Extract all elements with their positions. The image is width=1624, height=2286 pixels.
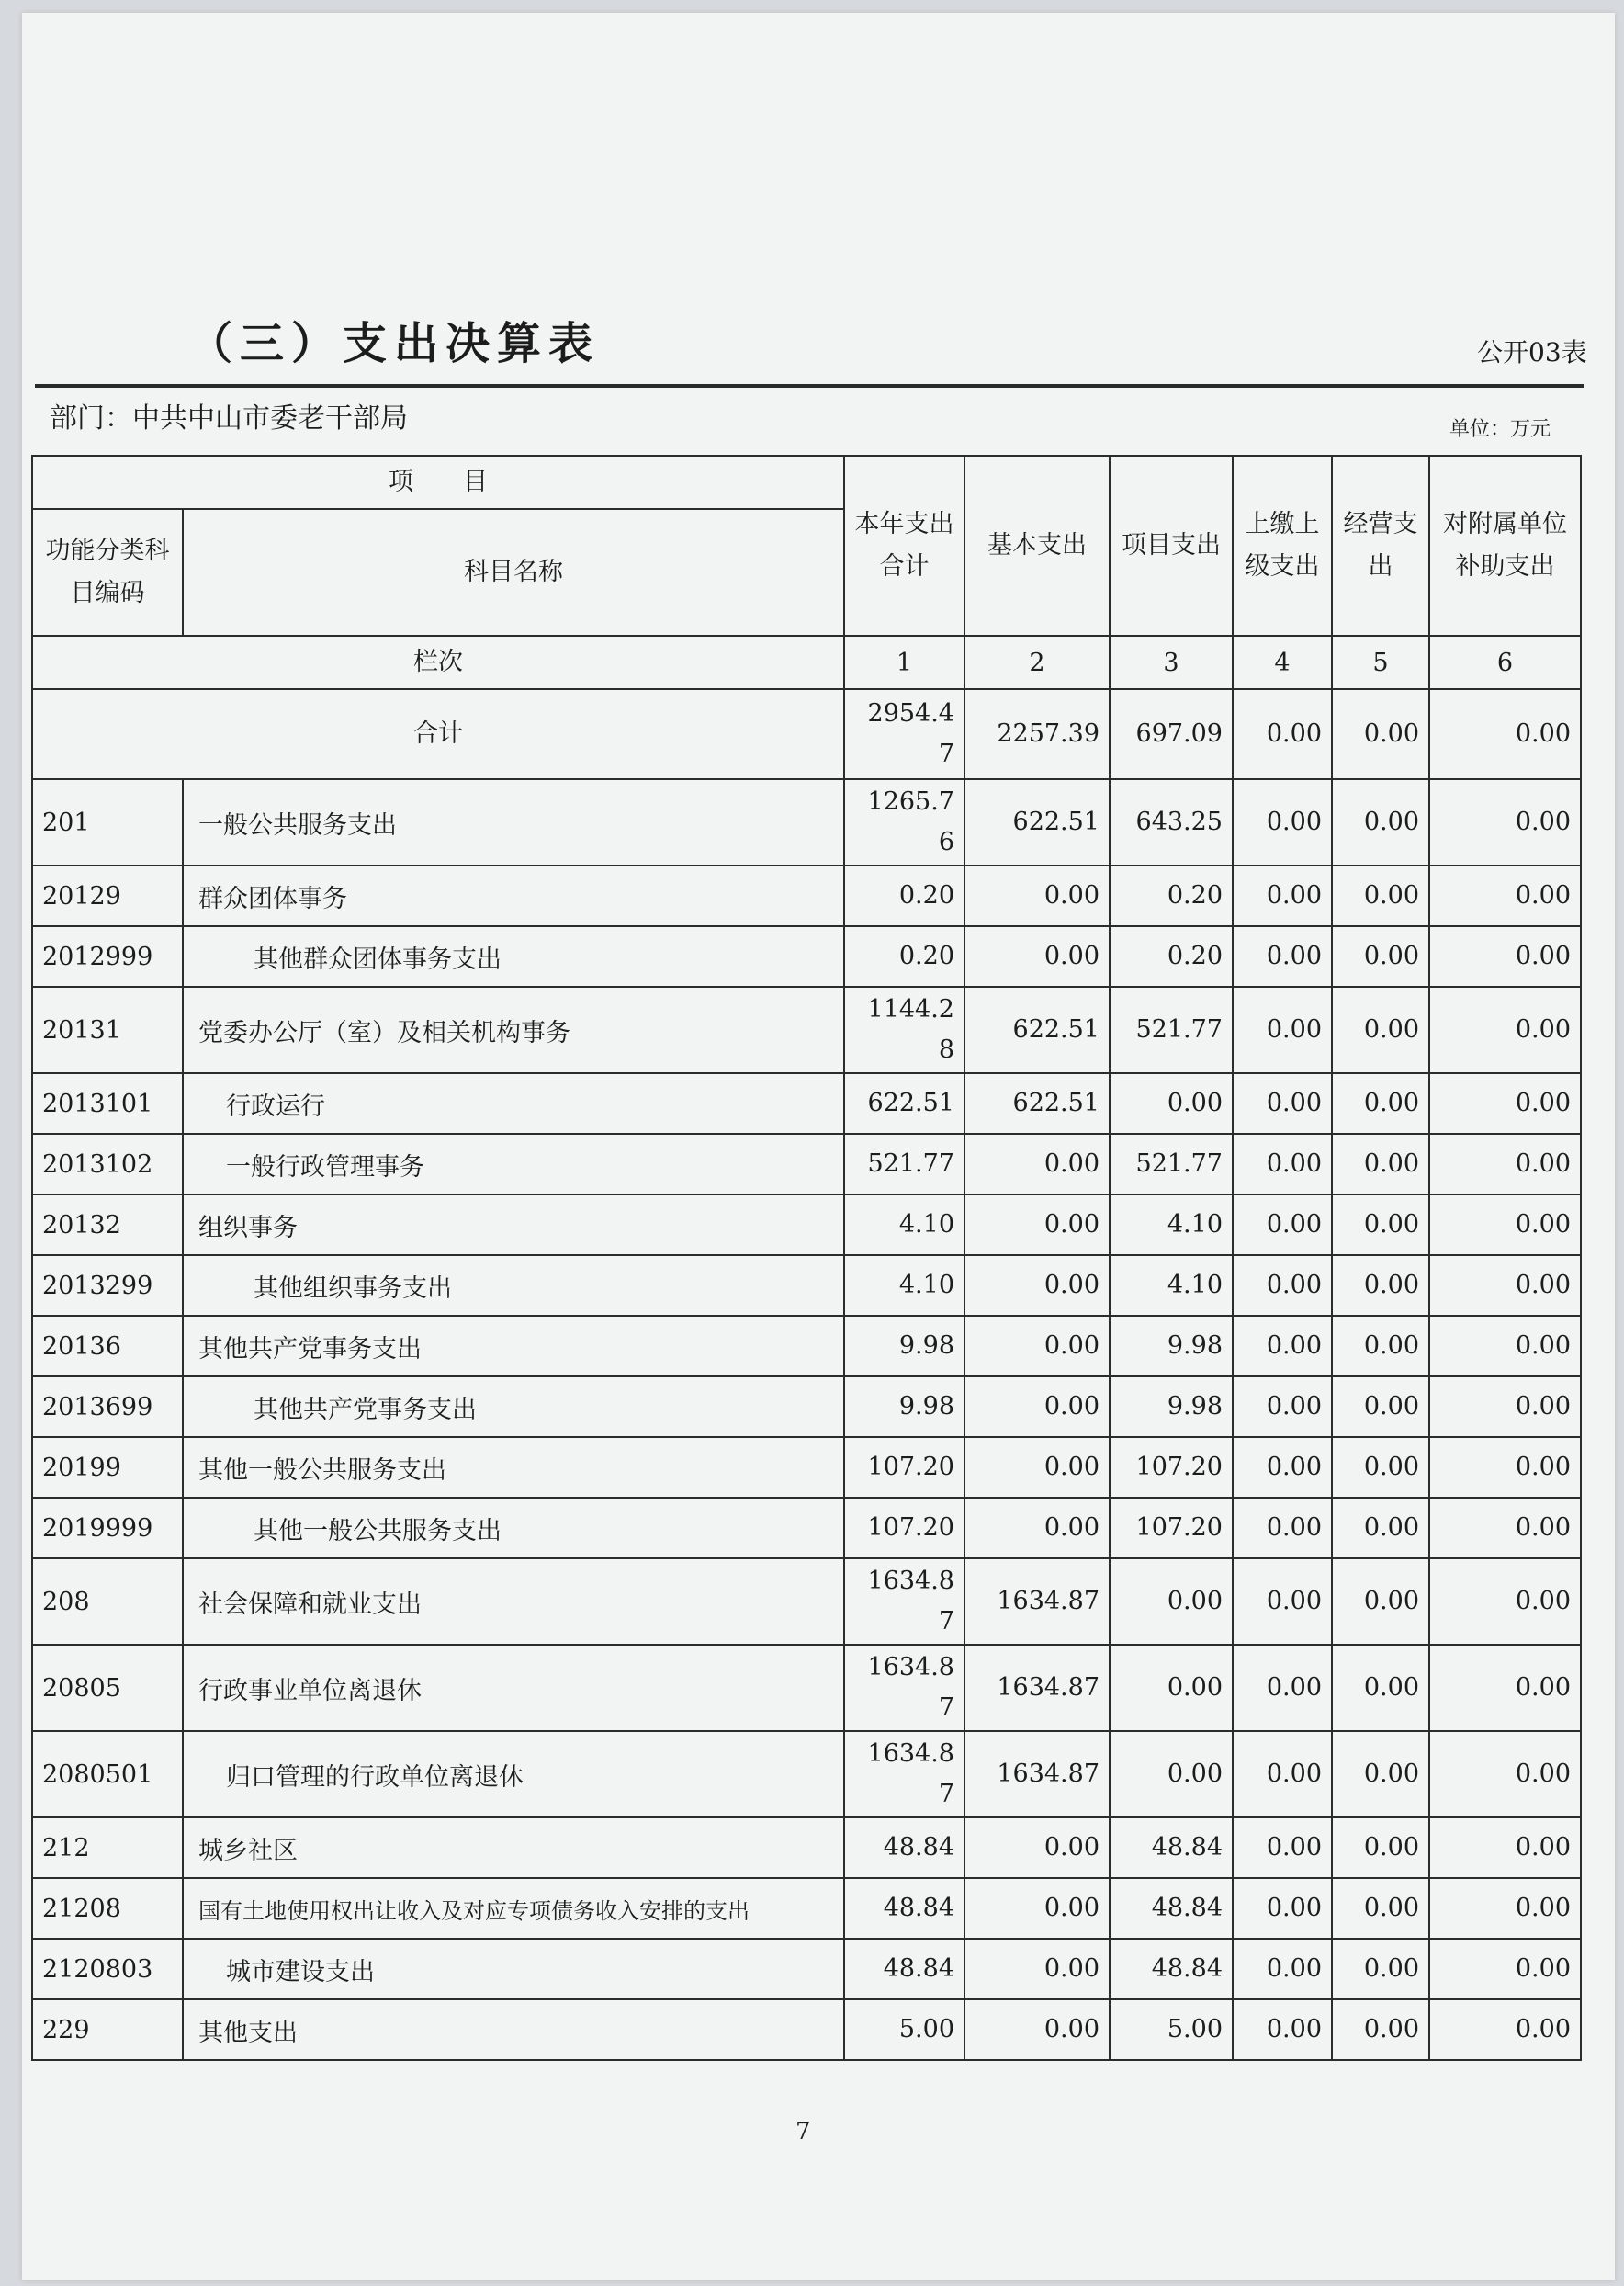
subject-code: 2013101 (32, 1073, 183, 1134)
table-row (32, 926, 1581, 987)
name-column-header: 科目名称 (183, 509, 844, 636)
item-header: 项 目 (32, 456, 844, 509)
amount-cell: 0.00 (1429, 1558, 1581, 1645)
subject-name: 群众团体事务 (183, 866, 844, 926)
col-header-2: 基本支出 (964, 456, 1110, 636)
amount-cell: 0.00 (1429, 1731, 1581, 1817)
amount-cell: 4.10 (1110, 1255, 1233, 1316)
total-value: 2954.47 (844, 689, 964, 779)
table-row (32, 1731, 1581, 1817)
form-code: 公开03表 (1477, 337, 1587, 368)
subject-name: 党委办公厅（室）及相关机构事务 (183, 987, 844, 1073)
subject-code: 20199 (32, 1437, 183, 1498)
table-row (32, 1498, 1581, 1558)
amount-cell: 0.00 (1332, 1939, 1429, 1999)
table-row (32, 1645, 1581, 1731)
amount-cell: 622.51 (964, 1073, 1110, 1134)
amount-cell: 0.00 (1233, 1731, 1332, 1817)
subject-code: 2013299 (32, 1255, 183, 1316)
subject-name: 其他共产党事务支出 (183, 1376, 844, 1437)
col-header-4: 上缴上级支出 (1233, 456, 1332, 636)
subject-name: 一般公共服务支出 (183, 779, 844, 866)
table-row (32, 1999, 1581, 2060)
amount-cell: 622.51 (964, 987, 1110, 1073)
amount-cell: 0.00 (1332, 1645, 1429, 1731)
amount-cell: 9.98 (844, 1376, 964, 1437)
amount-cell: 521.77 (1110, 987, 1233, 1073)
amount-cell: 521.77 (844, 1134, 964, 1194)
amount-cell: 48.84 (1110, 1939, 1233, 1999)
subject-name: 归口管理的行政单位离退休 (183, 1731, 844, 1817)
subject-name: 行政事业单位离退休 (183, 1645, 844, 1731)
amount-cell: 0.00 (1233, 1073, 1332, 1134)
amount-cell: 0.00 (1332, 1731, 1429, 1817)
amount-cell: 0.00 (1233, 779, 1332, 866)
table-row (32, 1134, 1581, 1194)
subject-name: 组织事务 (183, 1194, 844, 1255)
amount-cell: 0.00 (1429, 1817, 1581, 1878)
subject-code: 20132 (32, 1194, 183, 1255)
amount-cell: 0.00 (1332, 1817, 1429, 1878)
amount-cell: 0.00 (1233, 987, 1332, 1073)
amount-cell: 0.00 (1332, 1255, 1429, 1316)
department-label: 部门：中共中山市委老干部局 (50, 402, 408, 435)
amount-cell: 0.20 (1110, 866, 1233, 926)
amount-cell: 0.00 (1233, 1939, 1332, 1999)
amount-cell: 0.00 (1233, 1817, 1332, 1878)
amount-cell: 48.84 (844, 1817, 964, 1878)
amount-cell: 0.00 (1332, 779, 1429, 866)
subject-name: 城乡社区 (183, 1817, 844, 1878)
amount-cell: 0.00 (1233, 1645, 1332, 1731)
total-label: 合计 (32, 689, 844, 779)
amount-cell: 0.00 (964, 1878, 1110, 1939)
amount-cell: 0.00 (1233, 1437, 1332, 1498)
total-value: 0.00 (1233, 689, 1332, 779)
subject-name: 其他组织事务支出 (183, 1255, 844, 1316)
amount-cell: 0.00 (1429, 1134, 1581, 1194)
amount-cell: 643.25 (1110, 779, 1233, 866)
amount-cell: 0.00 (1233, 1558, 1332, 1645)
amount-cell: 0.00 (1233, 866, 1332, 926)
col-number: 3 (1110, 636, 1233, 689)
col-header-3: 项目支出 (1110, 456, 1233, 636)
amount-cell: 0.00 (1332, 1999, 1429, 2060)
amount-cell: 521.77 (1110, 1134, 1233, 1194)
amount-cell: 0.00 (1429, 1498, 1581, 1558)
amount-cell: 0.00 (964, 1939, 1110, 1999)
amount-cell: 0.00 (1110, 1558, 1233, 1645)
subject-name: 其他支出 (183, 1999, 844, 2060)
amount-cell: 0.00 (1429, 1878, 1581, 1939)
subject-name: 行政运行 (183, 1073, 844, 1134)
amount-cell: 0.00 (1429, 1376, 1581, 1437)
col-number: 5 (1332, 636, 1429, 689)
amount-cell: 4.10 (844, 1194, 964, 1255)
total-value: 0.00 (1332, 689, 1429, 779)
subject-name: 其他一般公共服务支出 (183, 1437, 844, 1498)
table-row (32, 1558, 1581, 1645)
table-row (32, 1878, 1581, 1939)
col-number: 6 (1429, 636, 1581, 689)
amount-cell: 107.20 (1110, 1437, 1233, 1498)
table-row (32, 1194, 1581, 1255)
amount-cell: 48.84 (1110, 1878, 1233, 1939)
amount-cell: 0.00 (1233, 1498, 1332, 1558)
amount-cell: 0.00 (964, 926, 1110, 987)
subject-name: 其他群众团体事务支出 (183, 926, 844, 987)
amount-cell: 0.00 (964, 1999, 1110, 2060)
amount-cell: 9.98 (844, 1316, 964, 1376)
amount-cell: 0.00 (1233, 1376, 1332, 1437)
amount-cell: 0.20 (844, 866, 964, 926)
amount-cell: 622.51 (964, 779, 1110, 866)
amount-cell: 0.00 (1429, 1194, 1581, 1255)
table-row (32, 987, 1581, 1073)
amount-cell: 1634.87 (844, 1558, 964, 1645)
subject-code: 212 (32, 1817, 183, 1878)
amount-cell: 0.00 (1429, 1316, 1581, 1376)
amount-cell: 0.00 (1429, 1073, 1581, 1134)
table-row (32, 1376, 1581, 1437)
total-value: 2257.39 (964, 689, 1110, 779)
total-value: 0.00 (1429, 689, 1581, 779)
amount-cell: 1634.87 (844, 1645, 964, 1731)
amount-cell: 0.00 (1429, 1437, 1581, 1498)
amount-cell: 0.00 (964, 1255, 1110, 1316)
amount-cell: 5.00 (1110, 1999, 1233, 2060)
expenditure-table (31, 455, 1582, 2061)
subject-code: 20129 (32, 866, 183, 926)
amount-cell: 107.20 (844, 1498, 964, 1558)
amount-cell: 1144.28 (844, 987, 964, 1073)
amount-cell: 0.00 (1429, 1939, 1581, 1999)
amount-cell: 0.00 (964, 1376, 1110, 1437)
amount-cell: 0.00 (1332, 1558, 1429, 1645)
amount-cell: 0.00 (1110, 1731, 1233, 1817)
amount-cell: 0.20 (844, 926, 964, 987)
amount-cell: 9.98 (1110, 1376, 1233, 1437)
title-rule (35, 384, 1584, 388)
page-number: 7 (795, 2118, 811, 2145)
amount-cell: 48.84 (844, 1878, 964, 1939)
amount-cell: 1634.87 (844, 1731, 964, 1817)
subject-code: 229 (32, 1999, 183, 2060)
amount-cell: 0.00 (964, 1817, 1110, 1878)
amount-cell: 0.00 (1429, 1255, 1581, 1316)
amount-cell: 0.00 (1429, 987, 1581, 1073)
amount-cell: 0.00 (1233, 926, 1332, 987)
amount-cell: 0.00 (1332, 1376, 1429, 1437)
amount-cell: 4.10 (844, 1255, 964, 1316)
subject-name: 城市建设支出 (183, 1939, 844, 1999)
amount-cell: 0.00 (1110, 1073, 1233, 1134)
amount-cell: 48.84 (1110, 1817, 1233, 1878)
amount-cell: 4.10 (1110, 1194, 1233, 1255)
amount-cell: 0.00 (1332, 1194, 1429, 1255)
amount-cell: 0.00 (1110, 1645, 1233, 1731)
col-number: 1 (844, 636, 964, 689)
col-header-1: 本年支出合计 (844, 456, 964, 636)
amount-cell: 1634.87 (964, 1731, 1110, 1817)
amount-cell: 5.00 (844, 1999, 964, 2060)
col-header-5: 经营支出 (1332, 456, 1429, 636)
amount-cell: 1634.87 (964, 1558, 1110, 1645)
unit-label: 单位：万元 (1449, 418, 1551, 441)
amount-cell: 0.00 (1332, 1878, 1429, 1939)
subject-code: 2013102 (32, 1134, 183, 1194)
table-row (32, 1073, 1581, 1134)
amount-cell: 0.00 (1233, 1999, 1332, 2060)
subject-name: 社会保障和就业支出 (183, 1558, 844, 1645)
table-row (32, 1939, 1581, 1999)
table-row (32, 1255, 1581, 1316)
amount-cell: 0.00 (964, 1316, 1110, 1376)
amount-cell: 0.00 (1233, 1878, 1332, 1939)
amount-cell: 0.00 (964, 1194, 1110, 1255)
amount-cell: 0.00 (1429, 779, 1581, 866)
table-row (32, 779, 1581, 866)
total-value: 697.09 (1110, 689, 1233, 779)
lanci-label: 栏次 (32, 636, 844, 689)
table-row (32, 1437, 1581, 1498)
amount-cell: 0.00 (1233, 1134, 1332, 1194)
amount-cell: 0.00 (1332, 1437, 1429, 1498)
amount-cell: 0.00 (964, 1134, 1110, 1194)
col-header-6: 对附属单位补助支出 (1429, 456, 1581, 636)
subject-name: 国有土地使用权出让收入及对应专项债务收入安排的支出 (183, 1878, 844, 1939)
amount-cell: 48.84 (844, 1939, 964, 1999)
col-number: 4 (1233, 636, 1332, 689)
amount-cell: 107.20 (844, 1437, 964, 1498)
amount-cell: 0.00 (1429, 926, 1581, 987)
amount-cell: 107.20 (1110, 1498, 1233, 1558)
amount-cell: 0.00 (1233, 1255, 1332, 1316)
subject-code: 201 (32, 779, 183, 866)
amount-cell: 0.00 (1332, 1073, 1429, 1134)
table-row (32, 866, 1581, 926)
amount-cell: 0.00 (1233, 1316, 1332, 1376)
subject-code: 2080501 (32, 1731, 183, 1817)
subject-code: 20805 (32, 1645, 183, 1731)
amount-cell: 0.00 (1332, 926, 1429, 987)
amount-cell: 0.20 (1110, 926, 1233, 987)
subject-code: 2012999 (32, 926, 183, 987)
amount-cell: 0.00 (1332, 987, 1429, 1073)
amount-cell: 0.00 (1332, 866, 1429, 926)
amount-cell: 622.51 (844, 1073, 964, 1134)
amount-cell: 9.98 (1110, 1316, 1233, 1376)
amount-cell: 0.00 (1332, 1498, 1429, 1558)
amount-cell: 0.00 (1429, 1999, 1581, 2060)
code-column-header: 功能分类科目编码 (32, 509, 183, 636)
amount-cell: 0.00 (1332, 1134, 1429, 1194)
subject-code: 21208 (32, 1878, 183, 1939)
subject-code: 208 (32, 1558, 183, 1645)
table-row (32, 1316, 1581, 1376)
amount-cell: 0.00 (964, 866, 1110, 926)
subject-code: 20131 (32, 987, 183, 1073)
subject-code: 2019999 (32, 1498, 183, 1558)
amount-cell: 0.00 (1332, 1316, 1429, 1376)
amount-cell: 0.00 (964, 1437, 1110, 1498)
subject-code: 2120803 (32, 1939, 183, 1999)
table-row (32, 1817, 1581, 1878)
amount-cell: 0.00 (1233, 1194, 1332, 1255)
subject-name: 其他一般公共服务支出 (183, 1498, 844, 1558)
amount-cell: 1265.76 (844, 779, 964, 866)
subject-code: 2013699 (32, 1376, 183, 1437)
amount-cell: 0.00 (1429, 866, 1581, 926)
subject-code: 20136 (32, 1316, 183, 1376)
col-number: 2 (964, 636, 1110, 689)
subject-name: 一般行政管理事务 (183, 1134, 844, 1194)
amount-cell: 1634.87 (964, 1645, 1110, 1731)
amount-cell: 0.00 (964, 1498, 1110, 1558)
subject-name: 其他共产党事务支出 (183, 1316, 844, 1376)
page-title: （三）支出决算表 (188, 318, 601, 369)
amount-cell: 0.00 (1429, 1645, 1581, 1731)
